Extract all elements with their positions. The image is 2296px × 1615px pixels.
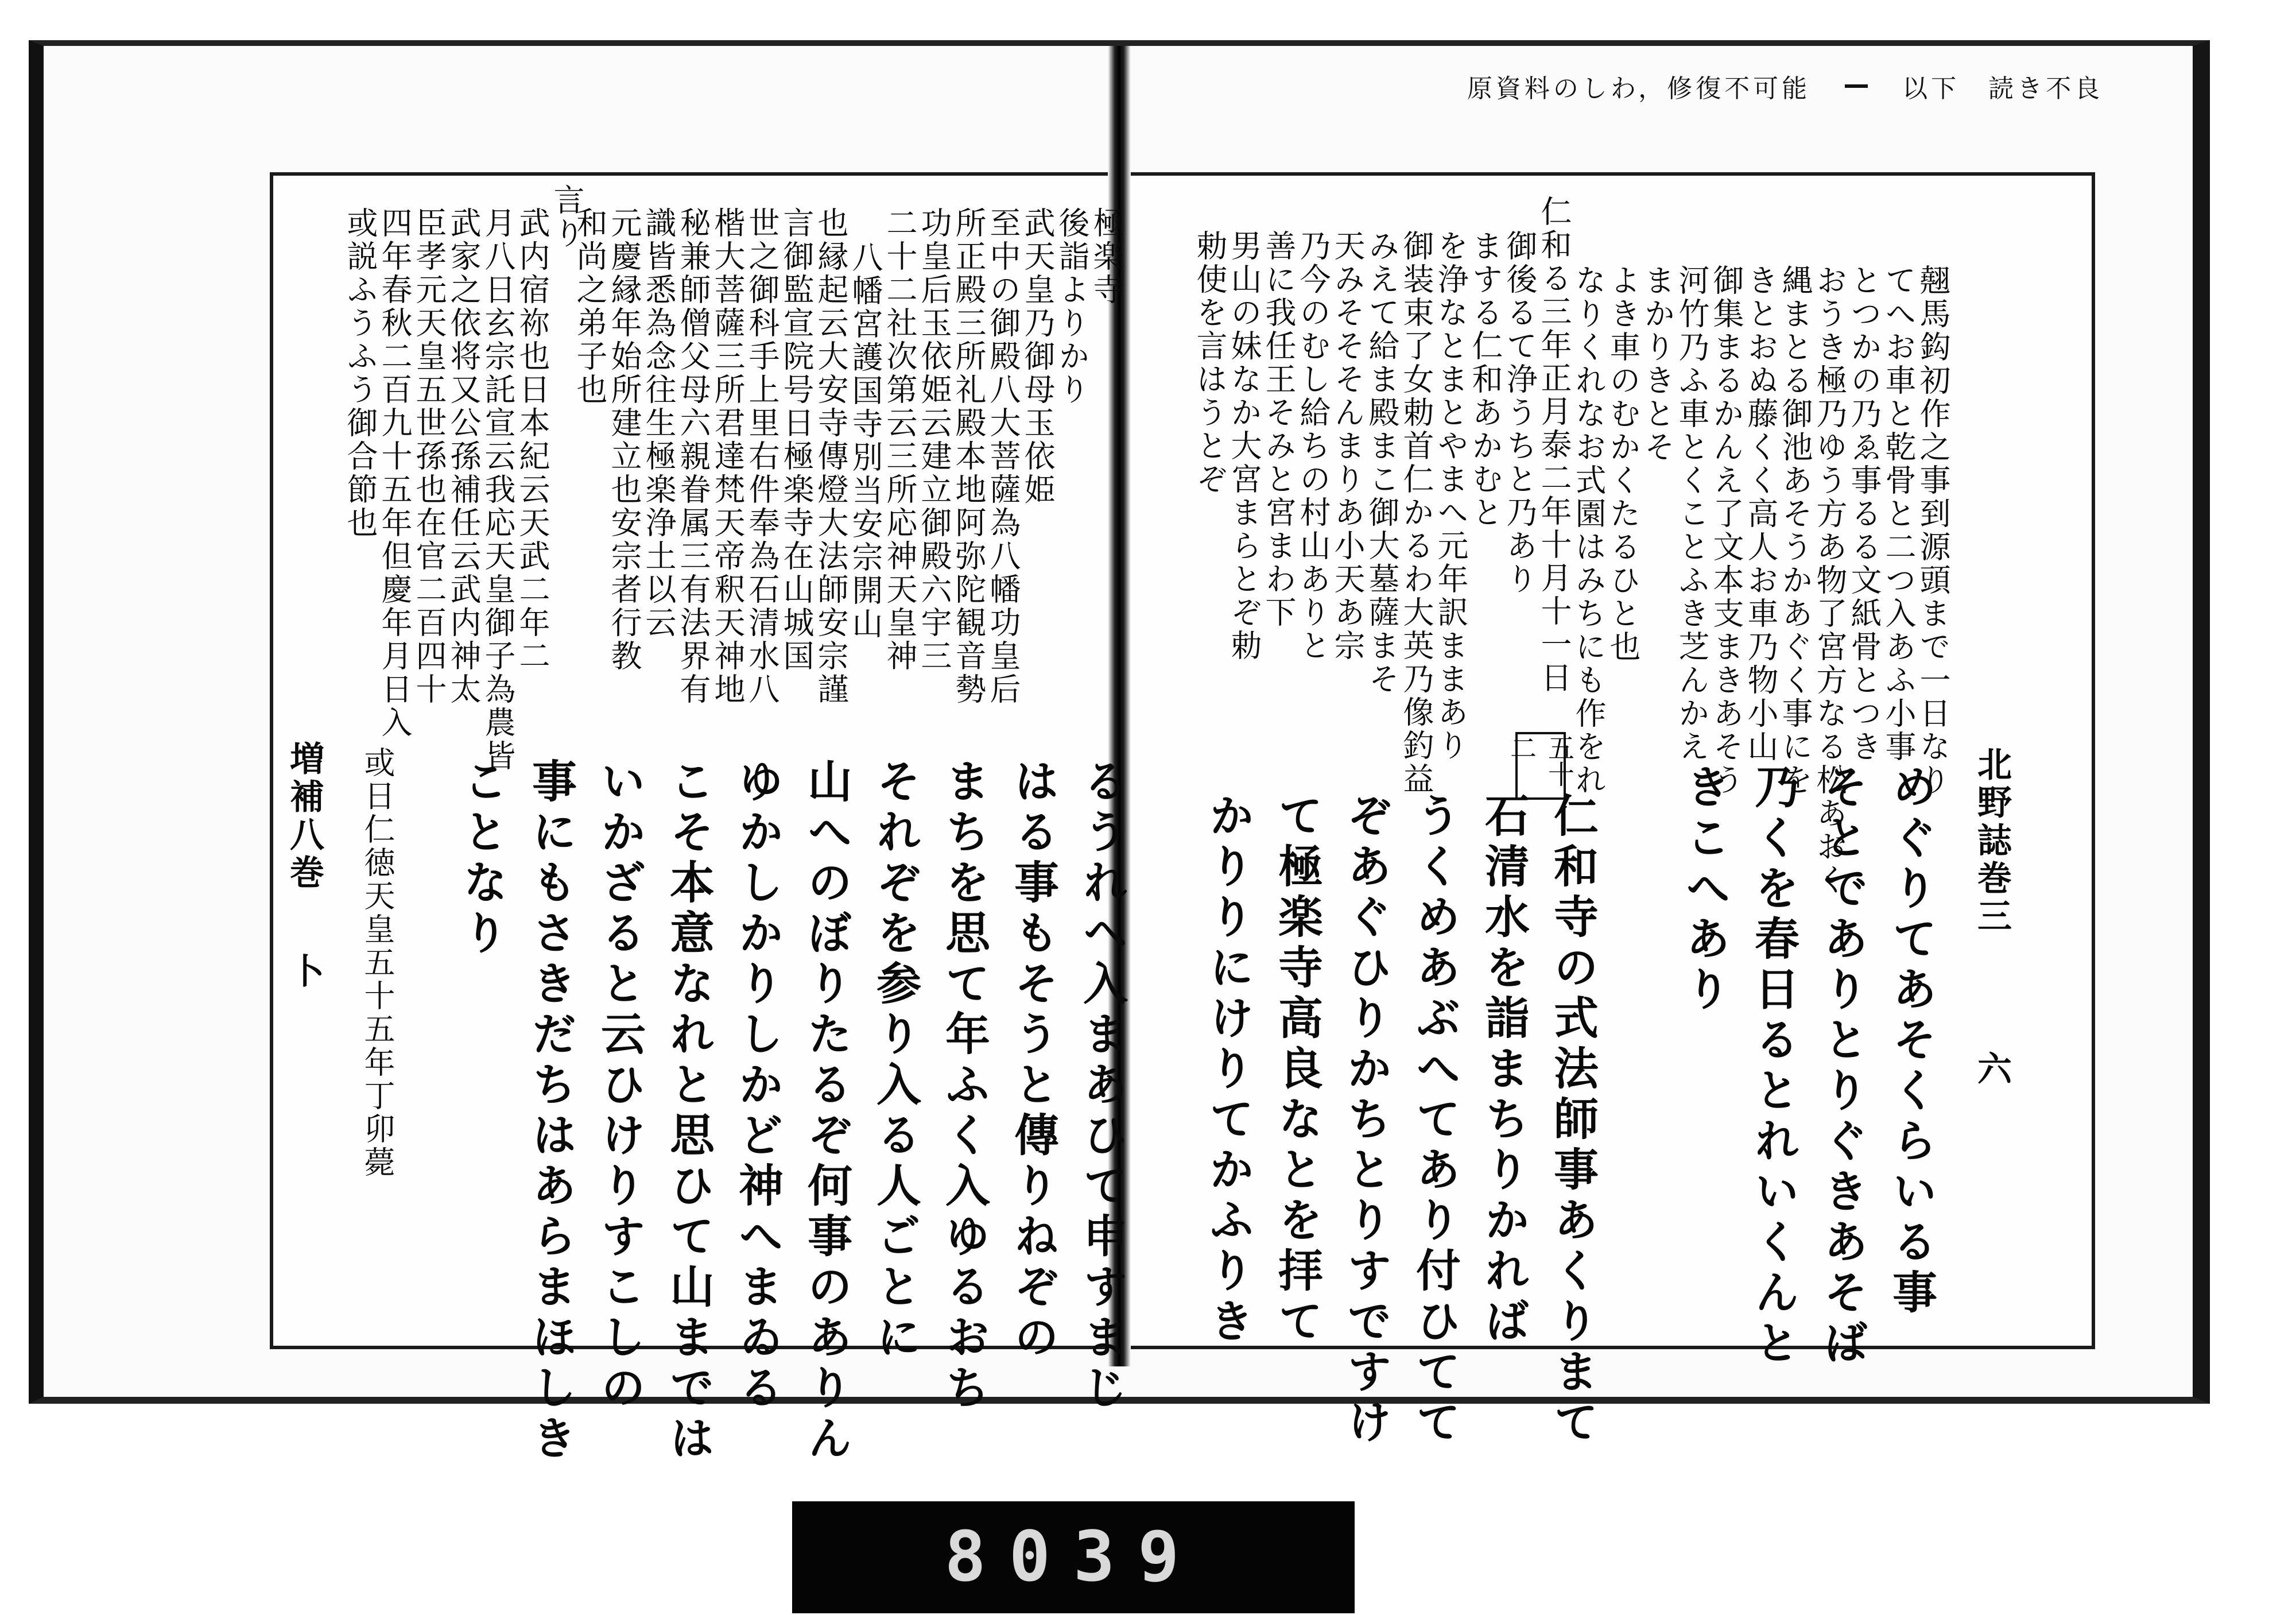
text-column: 楷大菩薩三所君達梵天帝釈天神地 xyxy=(709,207,746,706)
text-column: 勅使を言はうとぞ xyxy=(1192,230,1228,496)
right-page-mark: 六 xyxy=(1972,1051,2012,1089)
cursive-column: 石清水を詣まちりかれば xyxy=(1477,792,1529,1348)
cursive-column: 山へのぼりたるぞ何事のありん xyxy=(800,758,852,1465)
text-column: なりくれなお式園はみちにも作をれ xyxy=(1570,264,1607,797)
text-column: 至中の御殿八大菩薩為八幡功皇后 xyxy=(985,207,1021,706)
text-column: 或説ふうふう御合節也 xyxy=(342,207,378,540)
notice-damage-text: 原資料のしわ，修復不可能 xyxy=(1467,74,1811,103)
text-column: 天みそそそんまりあ小天あ宗 xyxy=(1329,230,1366,663)
text-column: とつかの乃ゑ事るる文紙骨とつき xyxy=(1846,264,1882,764)
text-column: 武天皇乃御母玉依姫 xyxy=(1019,207,1056,506)
text-column: を浄なとまとやまへ元年訳ままあり xyxy=(1433,230,1469,762)
text-column: おうき極乃ゆう方あ物了宮方なる松あおく xyxy=(1812,264,1848,897)
text-column: 言御監宣院号日極楽寺在山城国 xyxy=(778,207,815,673)
cursive-column: そとでありとりぐきあそば xyxy=(1816,764,1868,1370)
text-column: 後詣よりかり xyxy=(1054,207,1090,406)
condition-notice xyxy=(1337,49,2233,123)
cursive-column: 仁和寺の式法師事あくりまて xyxy=(1546,792,1598,1449)
text-column: 四年春秋二百九十五年但慶年月日入 xyxy=(377,207,413,739)
cursive-column: まちを思て年ふく入ゆるおち xyxy=(938,758,990,1415)
right-margin-title: 北野誌巻三 xyxy=(1972,746,2012,936)
left-page-mark: 卜 xyxy=(284,953,324,991)
text-column: 也縁起云大安寺傳燈大法師安宗謹 xyxy=(813,207,849,706)
text-column: 男山の妹なか大宮まらとぞ勅 xyxy=(1226,230,1262,663)
cursive-column: 乃くを春日るとれいくんと xyxy=(1747,764,1799,1370)
text-column: 元慶縁年始所建立也安宗者行教 xyxy=(606,207,642,673)
cursive-column: て極楽寺高良なとを拝て xyxy=(1271,792,1322,1348)
text-column: 善に我任王そみと宮まわ下 xyxy=(1261,230,1297,629)
text-column: 御後るて浄うちと乃あり xyxy=(1502,230,1538,596)
text-column: 乃今のむし給ちの村山ありと xyxy=(1295,230,1331,663)
cursive-column: るうれへ入まあひて申すまじ xyxy=(1076,758,1127,1415)
text-column: 翹馬鈎初作之事到源頭まで一日なり xyxy=(1915,264,1951,797)
cursive-column: ぞあぐひりかちとりすですけ xyxy=(1340,792,1391,1449)
text-column: 武内宿祢也日本紀云天武二年二 xyxy=(514,207,550,673)
text-column: 八幡宮護国寺別当安宗開山 xyxy=(847,241,883,641)
text-column: まかりきとそ xyxy=(1639,264,1676,464)
text-column: まする仁和あかむと xyxy=(1467,230,1503,529)
cursive-column: めぐりてあそくらいる事 xyxy=(1885,764,1937,1319)
text-column: みえて給ま殿まこ御大墓薩まそ xyxy=(1364,230,1400,696)
text-column: 御集まるかんえ了文本支まきあそう xyxy=(1708,264,1744,797)
text-column: 月八日玄宗託宣云我応天皇御子為農皆 xyxy=(480,207,516,773)
notice-legibility-text: 以下 読き不良 xyxy=(1902,74,2104,103)
cursive-column: ことなり xyxy=(456,758,507,960)
text-column: よき車のむかくたるひと也 xyxy=(1605,264,1641,664)
text-column: 識皆悉為念往生極楽浄土以云 xyxy=(641,207,677,640)
archive-stamp-number: 8039 xyxy=(944,1517,1203,1597)
text-column: 和尚之弟子也 xyxy=(572,207,608,406)
notice-separator xyxy=(1845,84,1868,88)
text-column: きとおぬ藤くく高人お車乃物小山 xyxy=(1743,264,1779,764)
text-column: 秘兼師僧父母六親眷属三有法界有 xyxy=(675,207,711,706)
text-column: 極楽寺 xyxy=(1088,207,1124,307)
cursive-column: きこへあり xyxy=(1678,764,1730,1016)
folio-number: 五十二 xyxy=(1515,732,1566,800)
text-column: てへお車と乾骨と二つ入あふ小事 xyxy=(1880,264,1917,764)
cursive-column: それぞを参り入る人ごとに xyxy=(869,758,921,1364)
text-column: 縄まとる御池あそうかあぐく事にを xyxy=(1777,264,1813,797)
cursive-column: 事にもさきだちはあらまほしき xyxy=(525,758,576,1465)
text-column: 世之御科手上里右件奉為石清水八 xyxy=(744,207,780,706)
text-column: 臣孝元天皇五世孫也在官二百四十 xyxy=(411,207,447,706)
cursive-column: うくめあぶへてあり付ひてて xyxy=(1409,792,1460,1449)
cursive-column: はる事もそうと傳りねぞの xyxy=(1007,758,1058,1364)
text-column: 所正殿三所礼殿本地阿弥陀観音勢 xyxy=(951,207,987,706)
text-column: 河竹乃ふ車とくことふき芝んかえ xyxy=(1674,264,1710,764)
text-column: 武家之依将又公孫補任云武内神太 xyxy=(445,207,482,706)
footnote-column: 或日仁徳天皇五十五年丁卯薨 xyxy=(359,746,395,1179)
text-column: 御装束了女勅首仁かるわ大英乃像釣益 xyxy=(1398,230,1434,796)
text-column: 仁和る三年正月泰二年十月十一日 xyxy=(1536,195,1572,695)
cursive-column: かりりにけりてかふりき xyxy=(1202,792,1254,1348)
text-column: 言り xyxy=(549,184,585,250)
text-column: 功皇后玉依姫云建立御殿六宇三 xyxy=(916,207,952,673)
archive-stamp xyxy=(792,1501,1355,1613)
cursive-column: いかざると云ひけりすこしの xyxy=(594,758,645,1415)
text-column: 二十二社次第云三所応神天皇神 xyxy=(882,207,918,673)
left-margin-title: 増補八巻 xyxy=(284,741,324,892)
cursive-column: こそ本意なれと思ひて山までは xyxy=(662,758,714,1465)
cursive-column: ゆかしかりしかど神へまゐる xyxy=(731,758,783,1415)
